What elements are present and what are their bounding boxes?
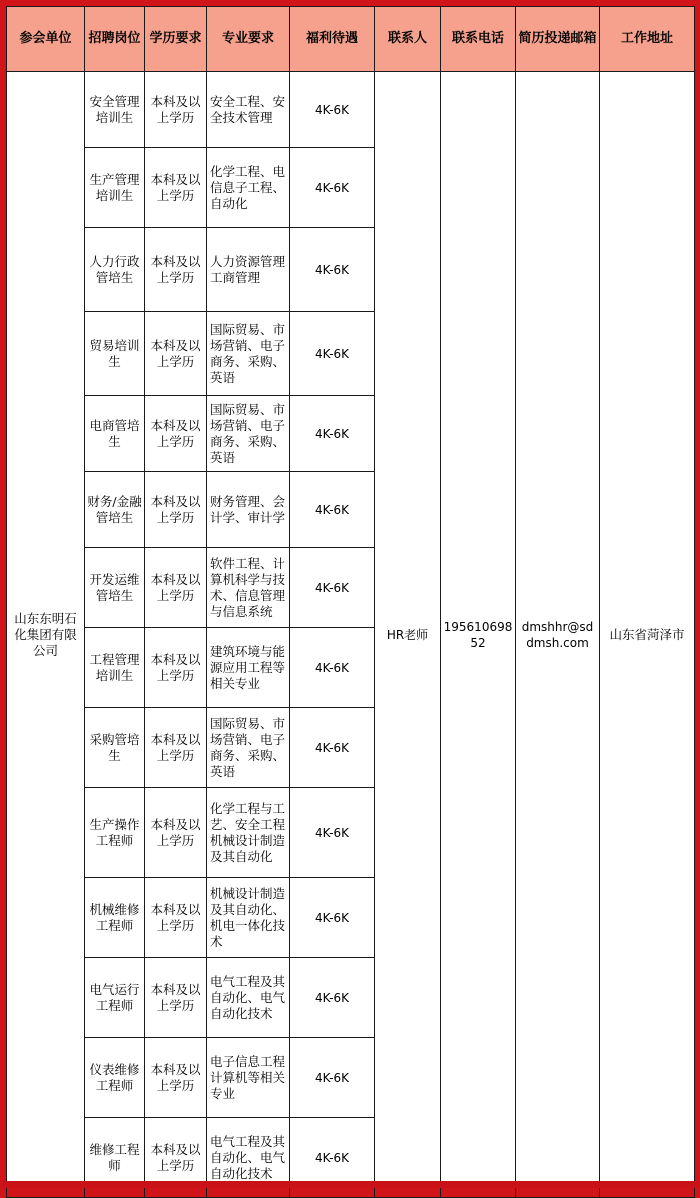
position-cell: 人力行政管培生 bbox=[85, 228, 145, 312]
salary-cell: 4K-6K bbox=[290, 72, 375, 148]
page-frame bbox=[6, 6, 694, 1182]
major-cell: 安全工程、安全技术管理 bbox=[207, 72, 290, 148]
education-cell: 本科及以上学历 bbox=[145, 472, 207, 548]
education-cell: 本科及以上学历 bbox=[145, 788, 207, 878]
header-address: 工作地址 bbox=[600, 7, 695, 72]
salary-cell: 4K-6K bbox=[290, 878, 375, 958]
salary-cell: 4K-6K bbox=[290, 472, 375, 548]
table-row bbox=[7, 72, 695, 148]
header-position: 招聘岗位 bbox=[85, 7, 145, 72]
header-row bbox=[7, 7, 695, 72]
salary-cell: 4K-6K bbox=[290, 628, 375, 708]
salary-cell: 4K-6K bbox=[290, 708, 375, 788]
salary-cell: 4K-6K bbox=[290, 148, 375, 228]
major-cell: 机械设计制造及其自动化、机电一体化技术 bbox=[207, 878, 290, 958]
position-cell: 机械维修工程师 bbox=[85, 878, 145, 958]
position-cell: 采购管培生 bbox=[85, 708, 145, 788]
major-cell: 电气工程及其自动化、电气自动化技术 bbox=[207, 1118, 290, 1198]
education-cell: 本科及以上学历 bbox=[145, 396, 207, 472]
header-contact: 联系人 bbox=[375, 7, 441, 72]
header-salary: 福利待遇 bbox=[290, 7, 375, 72]
header-major: 专业要求 bbox=[207, 7, 290, 72]
major-cell: 电子信息工程计算机等相关专业 bbox=[207, 1038, 290, 1118]
salary-cell: 4K-6K bbox=[290, 1038, 375, 1118]
salary-cell: 4K-6K bbox=[290, 228, 375, 312]
header-education: 学历要求 bbox=[145, 7, 207, 72]
education-cell: 本科及以上学历 bbox=[145, 878, 207, 958]
major-cell: 化学工程与工艺、安全工程机械设计制造及其自动化 bbox=[207, 788, 290, 878]
email-cell: dmshhr@sddmsh.com bbox=[516, 72, 600, 1198]
position-cell: 仪表维修工程师 bbox=[85, 1038, 145, 1118]
position-cell: 贸易培训生 bbox=[85, 312, 145, 396]
education-cell: 本科及以上学历 bbox=[145, 628, 207, 708]
major-cell: 财务管理、会计学、审计学 bbox=[207, 472, 290, 548]
position-cell: 维修工程师 bbox=[85, 1118, 145, 1198]
major-cell: 国际贸易、市场营销、电子商务、采购、英语 bbox=[207, 396, 290, 472]
address-cell: 山东省菏泽市 bbox=[600, 72, 695, 1198]
education-cell: 本科及以上学历 bbox=[145, 228, 207, 312]
education-cell: 本科及以上学历 bbox=[145, 958, 207, 1038]
salary-cell: 4K-6K bbox=[290, 396, 375, 472]
major-cell: 国际贸易、市场营销、电子商务、采购、英语 bbox=[207, 312, 290, 396]
company-cell: 山东东明石化集团有限公司 bbox=[7, 72, 85, 1198]
bottom-band bbox=[0, 1181, 700, 1188]
header-email: 简历投递邮箱 bbox=[516, 7, 600, 72]
position-cell: 安全管理培训生 bbox=[85, 72, 145, 148]
salary-cell: 4K-6K bbox=[290, 1118, 375, 1198]
education-cell: 本科及以上学历 bbox=[145, 312, 207, 396]
position-cell: 生产操作工程师 bbox=[85, 788, 145, 878]
major-cell: 软件工程、计算机科学与技术、信息管理与信息系统 bbox=[207, 548, 290, 628]
education-cell: 本科及以上学历 bbox=[145, 148, 207, 228]
position-cell: 开发运维管培生 bbox=[85, 548, 145, 628]
education-cell: 本科及以上学历 bbox=[145, 72, 207, 148]
education-cell: 本科及以上学历 bbox=[145, 548, 207, 628]
phone-cell: 19561069852 bbox=[441, 72, 516, 1198]
position-cell: 生产管理培训生 bbox=[85, 148, 145, 228]
header-phone: 联系电话 bbox=[441, 7, 516, 72]
major-cell: 国际贸易、市场营销、电子商务、采购、英语 bbox=[207, 708, 290, 788]
position-cell: 电气运行工程师 bbox=[85, 958, 145, 1038]
major-cell: 电气工程及其自动化、电气自动化技术 bbox=[207, 958, 290, 1038]
salary-cell: 4K-6K bbox=[290, 548, 375, 628]
recruitment-table bbox=[6, 6, 695, 1198]
major-cell: 建筑环境与能源应用工程等相关专业 bbox=[207, 628, 290, 708]
position-cell: 电商管培生 bbox=[85, 396, 145, 472]
salary-cell: 4K-6K bbox=[290, 312, 375, 396]
salary-cell: 4K-6K bbox=[290, 958, 375, 1038]
position-cell: 财务/金融管培生 bbox=[85, 472, 145, 548]
education-cell: 本科及以上学历 bbox=[145, 1118, 207, 1198]
major-cell: 化学工程、电信息子工程、自动化 bbox=[207, 148, 290, 228]
education-cell: 本科及以上学历 bbox=[145, 708, 207, 788]
major-cell: 人力资源管理工商管理 bbox=[207, 228, 290, 312]
position-cell: 工程管理培训生 bbox=[85, 628, 145, 708]
header-company: 参会单位 bbox=[7, 7, 85, 72]
contact-cell: HR老师 bbox=[375, 72, 441, 1198]
education-cell: 本科及以上学历 bbox=[145, 1038, 207, 1118]
salary-cell: 4K-6K bbox=[290, 788, 375, 878]
